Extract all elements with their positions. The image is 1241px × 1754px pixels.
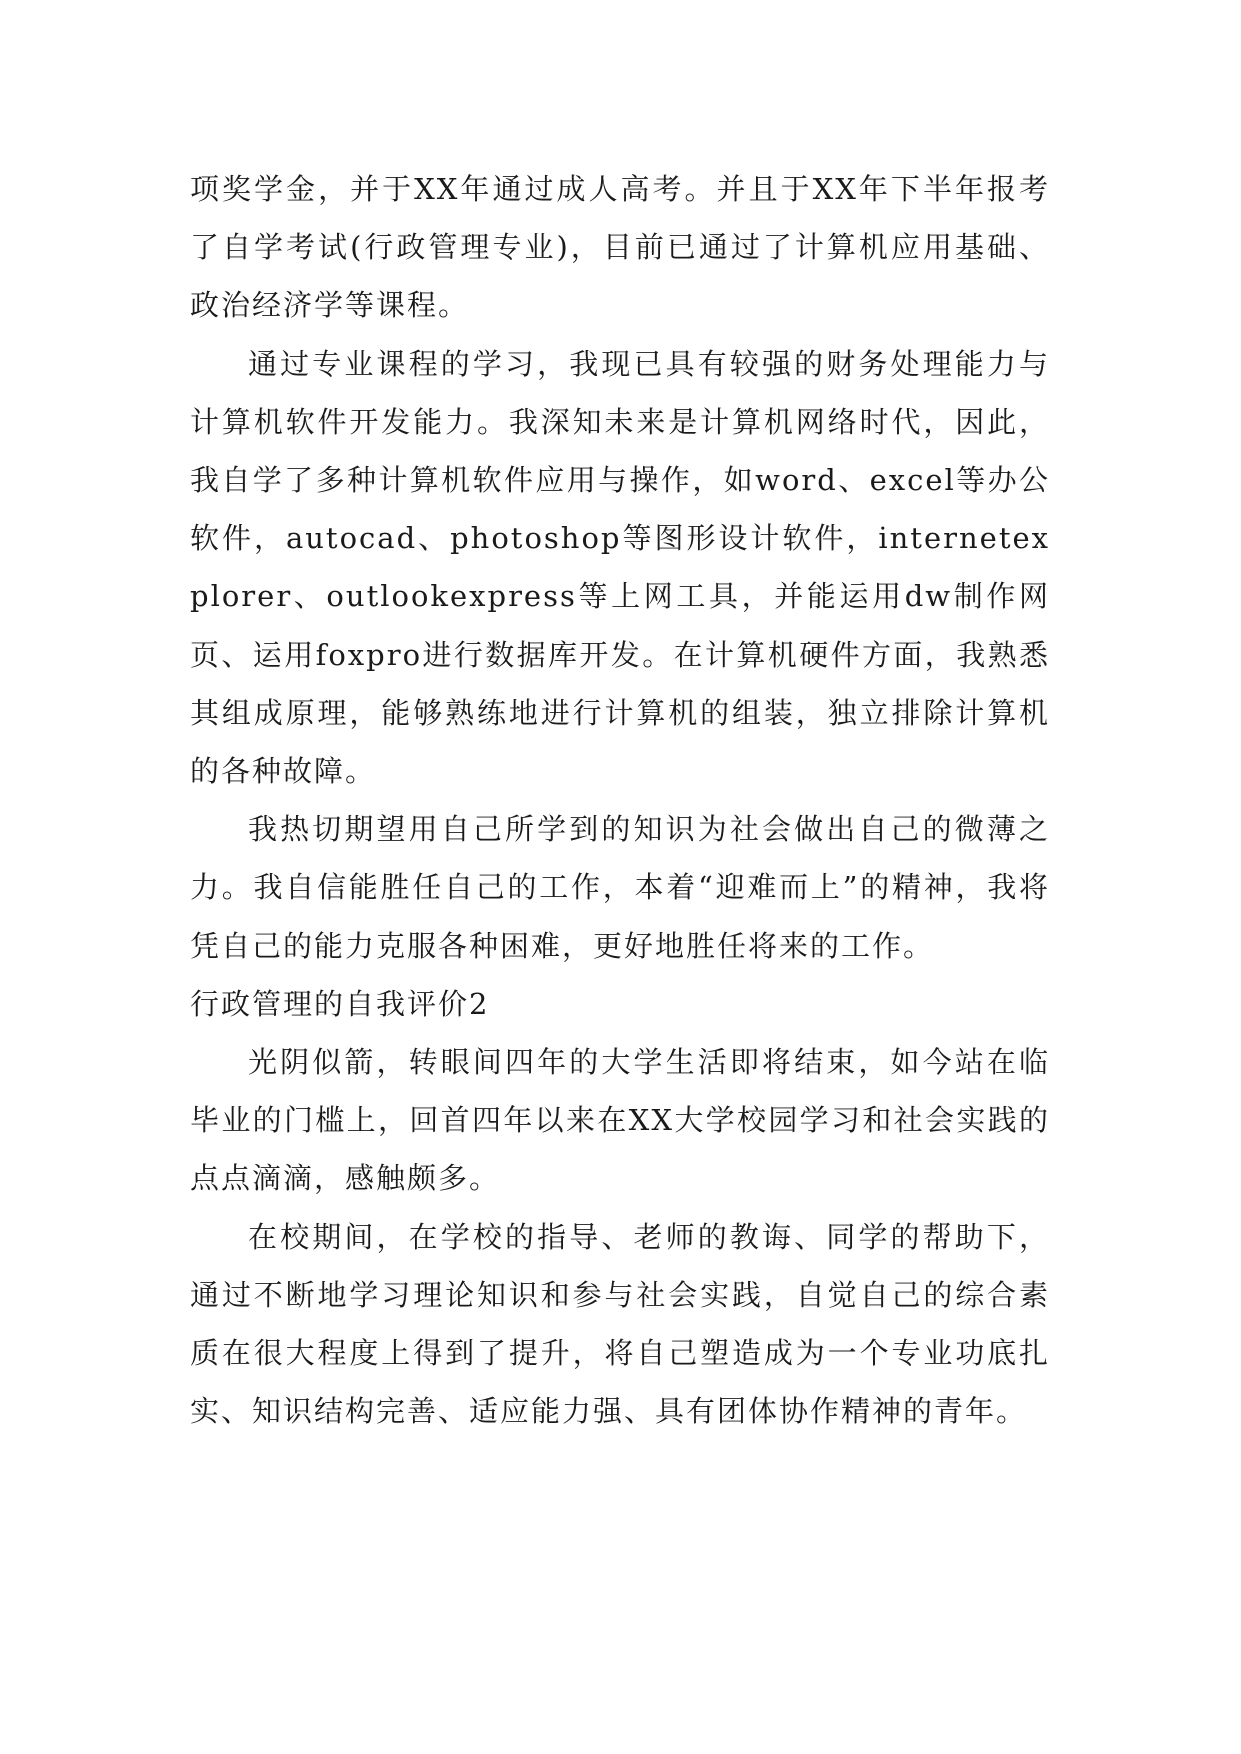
paragraph-computer-skills: 通过专业课程的学习，我现已具有较强的财务处理能力与计算机软件开发能力。我深知未来是计算机网络时代，因此，我自学了多种计算机软件应用与操作，如word、excel等办公软件，autocad、photoshop等图形设计软件，internetexplorer、outlookexpress等上网工具，并能运用dw制作网页、运用foxpro进行数据库开发。在计算机硬件方面，我熟悉其组成原理，能够熟练地进行计算机的组装，独立排除计算机的各种故障。 [190, 346, 1050, 789]
document-body [190, 160, 1050, 1440]
paragraph-aspirations: 我热切期望用自己所学到的知识为社会做出自己的微薄之力。我自信能胜任自己的工作，本着“迎难而上”的精神，我将凭自己的能力克服各种困难，更好地胜任将来的工作。 [190, 812, 1050, 963]
paragraph-graduation-reflection: 光阴似箭，转眼间四年的大学生活即将结束，如今站在临毕业的门槛上，回首四年以来在XX大学校园学习和社会实践的点点滴滴，感触颇多。 [190, 1045, 1050, 1196]
paragraph-school-growth: 在校期间，在学校的指导、老师的教诲、同学的帮助下，通过不断地学习理论知识和参与社会实践，自觉自己的综合素质在很大程度上得到了提升，将自己塑造成为一个专业功底扎实、知识结构完善、适应能力强、具有团体协作精神的青年。 [190, 1219, 1050, 1429]
section-title: 行政管理的自我评价2 [190, 986, 490, 1021]
paragraph-scholarship-exams: 项奖学金，并于XX年通过成人高考。并且于XX年下半年报考了自学考试(行政管理专业)，目前已通过了计算机应用基础、政治经济学等课程。 [190, 172, 1050, 323]
